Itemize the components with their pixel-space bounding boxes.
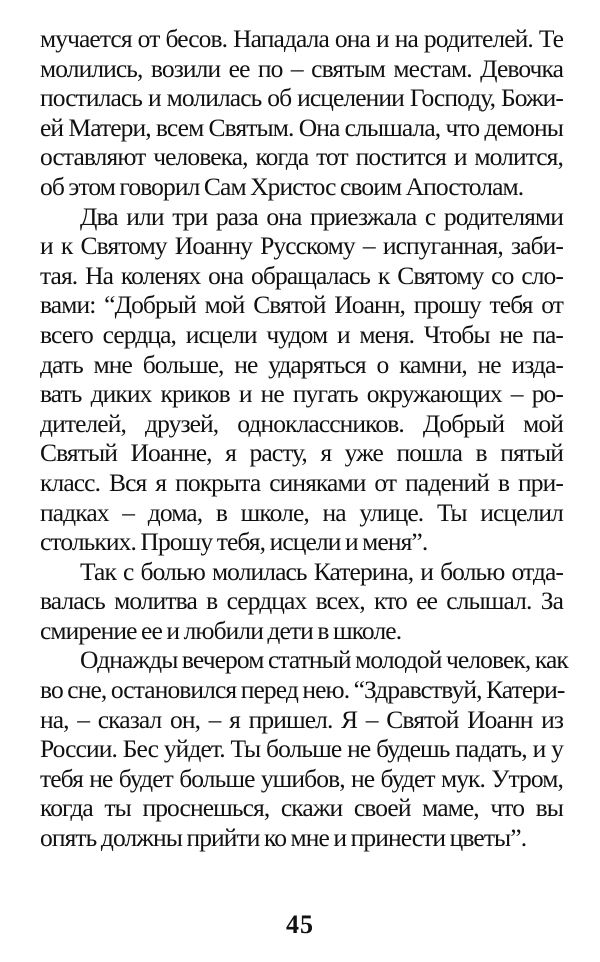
text-line: Однажды вечером статный молодой человек, как: [80, 645, 568, 675]
text-line: дать мне больше, не ударяться о камни, не изда-: [40, 349, 563, 379]
text-line: вать диких криков и не пугать окружающих – ро-: [40, 379, 563, 409]
text-line: молились, возили ее по – святым местам. Девочка: [40, 53, 563, 83]
text-line: тебя не будет больше ушибов, не будет мук. Утром,: [40, 763, 563, 793]
text-line: вами: “Добрый мой Святой Иоанн, прошу тебя от: [40, 290, 563, 320]
text-line: во сне, остановился перед нею. “Здравствуй, Катери-: [40, 675, 565, 705]
text-line: Два или три раза она приезжала с родителями: [80, 201, 563, 231]
text-line: ей Матери, всем Святым. Она слышала, что демоны: [40, 112, 563, 142]
paragraph-2: [40, 202, 563, 557]
text-line: всего сердца, исцели чудом и меня. Чтобы не па-: [40, 319, 563, 349]
text-line: и к Святому Иоанну Русскому – испуганная, заби-: [40, 231, 563, 261]
text-line: мучается от бесов. Нападала она и на родителей. Те: [40, 24, 563, 53]
text-line: оставляют человека, когда тот постится и молится,: [40, 142, 563, 172]
text-line: смирение ее и любили дети в школе.: [40, 615, 402, 645]
paragraph-4: [40, 645, 568, 853]
text-line: на, – сказал он, – я пришел. Я – Святой Иоанн из: [40, 704, 563, 734]
text-line: валась молитва в сердцах всех, кто ее слышал. За: [40, 586, 563, 616]
text-line: России. Бес уйдет. Ты больше не будешь падать, и у: [40, 734, 563, 764]
text-line: дителей, друзей, одноклассников. Добрый мой: [40, 408, 563, 438]
text-line: тая. На коленях она обращалась к Святому со сло-: [40, 260, 563, 290]
text-line: Так с болью молилась Катерина, и болью отда-: [80, 556, 563, 586]
text-line: постилась и молилась об исцелении Господу, Божи-: [40, 83, 563, 113]
text-line: Святый Иоанне, я расту, я уже пошла в пятый: [40, 438, 563, 468]
text-line: класс. Вся я покрыта синяками от падений в при-: [40, 467, 563, 497]
text-line: опять должны прийти ко мне и принести цветы”.: [40, 823, 527, 853]
page-number: 45: [286, 910, 314, 939]
text-line: об этом говорил Сам Христос своим Апостолам.: [40, 171, 524, 201]
text-line: когда ты проснешься, скажи своей маме, что вы: [40, 793, 563, 823]
paragraph-3: [40, 557, 563, 646]
page-text-body: [40, 24, 568, 853]
paragraph-1: [40, 24, 563, 202]
text-line: падках – дома, в школе, на улице. Ты исцелил: [40, 497, 563, 527]
text-line: стольких. Прошу тебя, исцели и меня”.: [40, 527, 428, 557]
